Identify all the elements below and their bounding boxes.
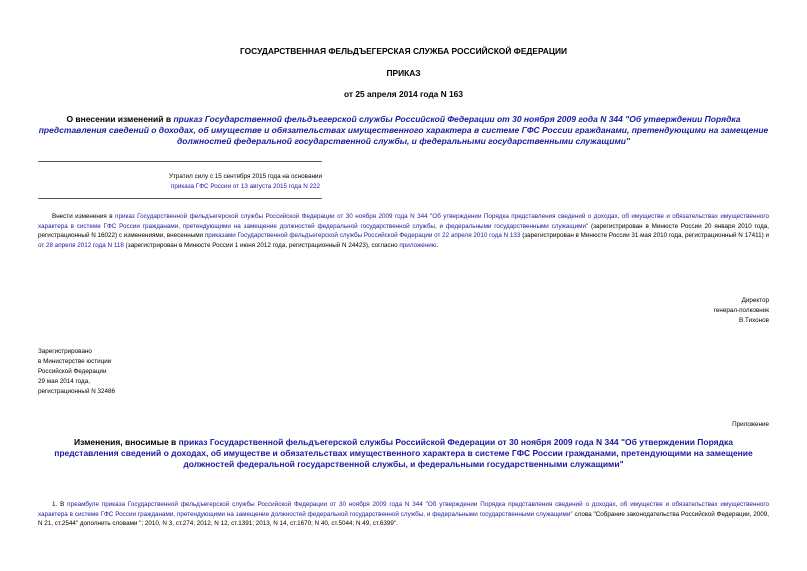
appendix-label: Приложение [732,421,769,428]
registration-line-5: регистрационный N 32486 [38,388,116,395]
preamble-link[interactable]: преамбуле [67,501,99,508]
body-end: . [436,241,439,249]
signature-block [714,296,769,325]
repeal-text: Утратил силу с 15 сентября 2015 года на основании [169,173,322,180]
signature-name: В.Тихонов [739,316,769,324]
title-prefix: О внесении изменений в [66,114,174,124]
repeal-notice [38,172,453,191]
agency-heading: ГОСУДАРСТВЕННАЯ ФЕЛЬДЪЕГЕРСКАЯ СЛУЖБА РОССИЙСКОЙ ФЕДЕРАЦИИ [239,46,568,56]
body-order-2012-link[interactable]: от 28 апреля 2012 года N 118 [38,241,124,249]
appendix-title-link-2[interactable]: представления сведений о доходах, об имуществе и обязательствах имущественного характера в системе ГФС России гражданами, претендующими на замещение [54,448,753,459]
doc-type-heading: ПРИКАЗ [386,68,421,78]
signature-position: Директор [741,297,769,304]
item1-rest: слова "Собрание законодательства Российской Федерации, 2009, N 21, ст.2544" дополнить словами "; 2010, N 3, ст.274; 2012, N 12, ст.1391; 2013, N 14, ст.1670; N 40, ст.5044; N 49, ст.6399". [38,510,769,528]
divider-bottom [38,198,322,199]
body-intro: Внести изменения в [52,213,116,220]
appendix-title-link-1[interactable]: приказ Государственной фельдъегерской службы Российской Федерации от 30 ноября 2009 года N 344 "Об утверждении Порядка [178,437,733,447]
registration-line-1: Зарегистрировано [38,348,92,355]
appendix-title [30,437,777,471]
title-order-link-3[interactable]: должностей федеральной государственной службы, и федеральными государственными служащими" [177,136,630,147]
document-title [30,114,777,148]
signature-rank: генерал-полковник [713,306,769,314]
body-orders-link[interactable]: приказами Государственной фельдъегерской службы Российской Федерации от 22 апреля 2010 года N 133 [204,232,521,240]
registration-line-3: Российской Федерации [38,368,107,375]
appendix-title-link-3[interactable]: должностей федеральной государственной службы, и федеральными государственными служащими" [183,459,624,470]
appendix-title-prefix: Изменения, вносимые в [73,437,179,447]
title-order-link-1[interactable]: приказ Государственной фельдъегерской службы Российской Федерации от 30 ноября 2009 года N 344 "Об утверждении Порядка [173,114,741,124]
body-paragraph [38,212,769,250]
divider-top [38,161,322,162]
registration-block [38,347,115,397]
body-reg1: (зарегистрирован в Минюсте России 20 января 2010 года, регистрационный N 16022) с изменениями, внесенными [38,222,769,240]
body-reg3: (зарегистрирован в Минюсте России 1 июня 2012 года, регистрационный N 24423), согласно [123,241,400,249]
item1-prefix: 1. В [52,501,68,508]
title-order-link-2[interactable]: представления сведений о доходах, об имуществе и обязательствах имущественного характера в системе ГФС России гражданами, претендующими на замещение [38,125,769,136]
body-appendix-link[interactable]: приложению [399,241,437,249]
doc-date: от 25 апреля 2014 года N 163 [344,89,463,99]
repeal-link[interactable]: приказа ГФС России от 13 августа 2015 года N 222 [170,182,321,190]
registration-line-2: в Министерстве юстиции [38,358,112,365]
item1-order-link[interactable]: приказа Государственной фельдъегерской службы Российской Федерации от 30 ноября 2009 года N 344 "Об утверждении Порядка представления сведений о доходах, об имуществе и обязательствах имущественного характера в системе ГФС России гражданами, претендующими на замещение должностей федеральной государственной службы, и федеральными государственными служащими" [38,501,770,518]
appendix-item-1 [38,500,769,529]
registration-line-4: 29 мая 2014 года, [38,378,90,385]
body-reg2: (зарегистрирован в Минюсте России 31 мая 2010 года, регистрационный N 17411) и [520,232,769,240]
body-order-link[interactable]: приказ Государственной фельдъегерской службы Российской Федерации от 30 ноября 2009 года N 344 "Об утверждении Порядка представления сведений о доходах, об имуществе и обязательствах имущественного характера в системе ГФС России гражданами, претендующими на замещение должностей федеральной государственной службы, и федеральными государственными служащими" [38,213,769,230]
